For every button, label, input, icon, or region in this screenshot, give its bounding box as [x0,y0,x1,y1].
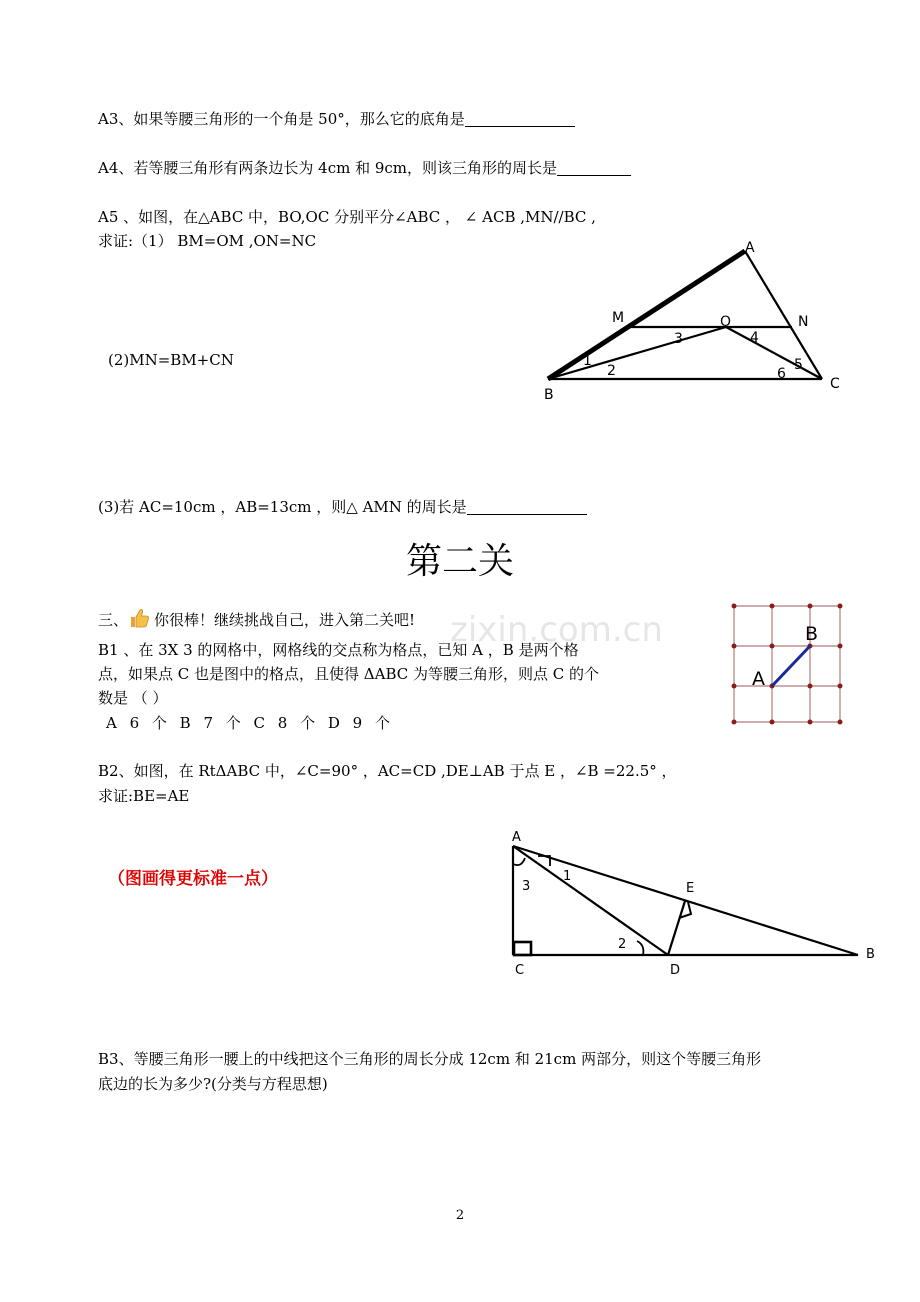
question-a3-text: A3、如果等腰三角形的一个角是 50°，那么它的底角是 [98,110,465,128]
label-c: C [830,376,840,392]
right-triangle-figure [500,826,885,986]
label-angle-3: 3 [522,879,531,894]
label-angle-6: 6 [777,366,786,382]
question-a5-part3 [98,497,587,517]
label-d: D [670,963,681,978]
question-b3-line2: 底边的长为多少?(分类与方程思想) [98,1075,328,1093]
grid-label-a: A [752,668,765,690]
label-angle-2: 2 [618,937,627,952]
page-number: 2 [455,1208,465,1223]
label-b: B [544,387,554,403]
segment-bo [548,327,726,379]
answer-blank-a5[interactable] [467,498,587,515]
question-a5-line2: 求证:（1） BM=OM ,ON=NC [98,232,317,250]
level-title: 第二关 [405,541,514,582]
segment-ab-grid [772,646,810,686]
question-b3-line1: B3、等腰三角形一腰上的中线把这个三角形的周长分成 12cm 和 21cm 两部分，则这个等腰三角形 [98,1050,762,1068]
section-3-text: 你很棒！继续挑战自己，进入第二关吧! [154,611,416,629]
question-a5-part3-text: (3)若 AC=10cm ，AB=13cm ，则△ AMN 的周长是 [98,498,467,516]
label-angle-1: 1 [563,869,572,884]
question-b2-line1: B2、如图，在 RtΔABC 中，∠C=90° ，AC=CD ,DE⊥AB 于点 E ，∠B =22.5° ， [98,762,677,780]
label-a: A [512,830,521,845]
segment-ab [548,251,745,379]
label-n: N [798,314,809,330]
answer-blank-a4[interactable] [557,159,631,176]
question-b1-line3: 数是 （ ） [98,689,168,707]
question-b1-line1: B1 、在 3X 3 的网格中，网格线的交点称为格点，已知 A ，B 是两个格 [98,641,579,659]
question-b2-line2: 求证:BE=AE [98,787,190,805]
section-3-intro [98,607,415,630]
question-a4-text: A4、若等腰三角形有两条边长为 4cm 和 9cm，则该三角形的周长是 [98,159,558,177]
question-a4 [98,158,631,178]
label-m: M [612,310,625,326]
label-a: A [745,240,755,256]
question-a3 [98,109,575,129]
label-angle-1: 1 [583,353,592,369]
section-3-prefix: 三、 [98,611,129,629]
label-c: C [515,963,525,978]
label-angle-5: 5 [794,357,803,373]
label-angle-3: 3 [674,331,683,347]
question-b1-options: A 6 个 B 7 个 C 8 个 D 9 个 [106,714,390,732]
drawing-note: （图画得更标准一点） [108,869,278,889]
label-angle-2: 2 [607,363,616,379]
label-b: B [866,947,875,962]
question-b1-line2: 点，如果点 C 也是图中的格点，且使得 ΔABC 为等腰三角形，则点 C 的个 [98,665,600,683]
label-o: O [720,314,732,330]
label-e: E [686,881,695,896]
triangle-abc-figure [540,236,840,406]
segment-ab [513,846,858,955]
question-a5-line1: A5 、如图，在△ABC 中，BO,OC 分别平分∠ABC ， ∠ ACB ,MN//BC , [98,208,596,226]
segment-de [668,901,685,955]
label-angle-4: 4 [750,330,759,346]
grid-3x3-figure [728,602,848,726]
answer-blank-a3[interactable] [465,110,575,127]
thumbs-up-icon [128,607,150,629]
grid-label-b: B [805,623,819,645]
watermark: zixin.com.cn [450,610,663,650]
question-a5-part2: (2)MN=BM+CN [108,351,234,369]
segment-ac [745,251,822,379]
segment-ad [513,846,668,955]
